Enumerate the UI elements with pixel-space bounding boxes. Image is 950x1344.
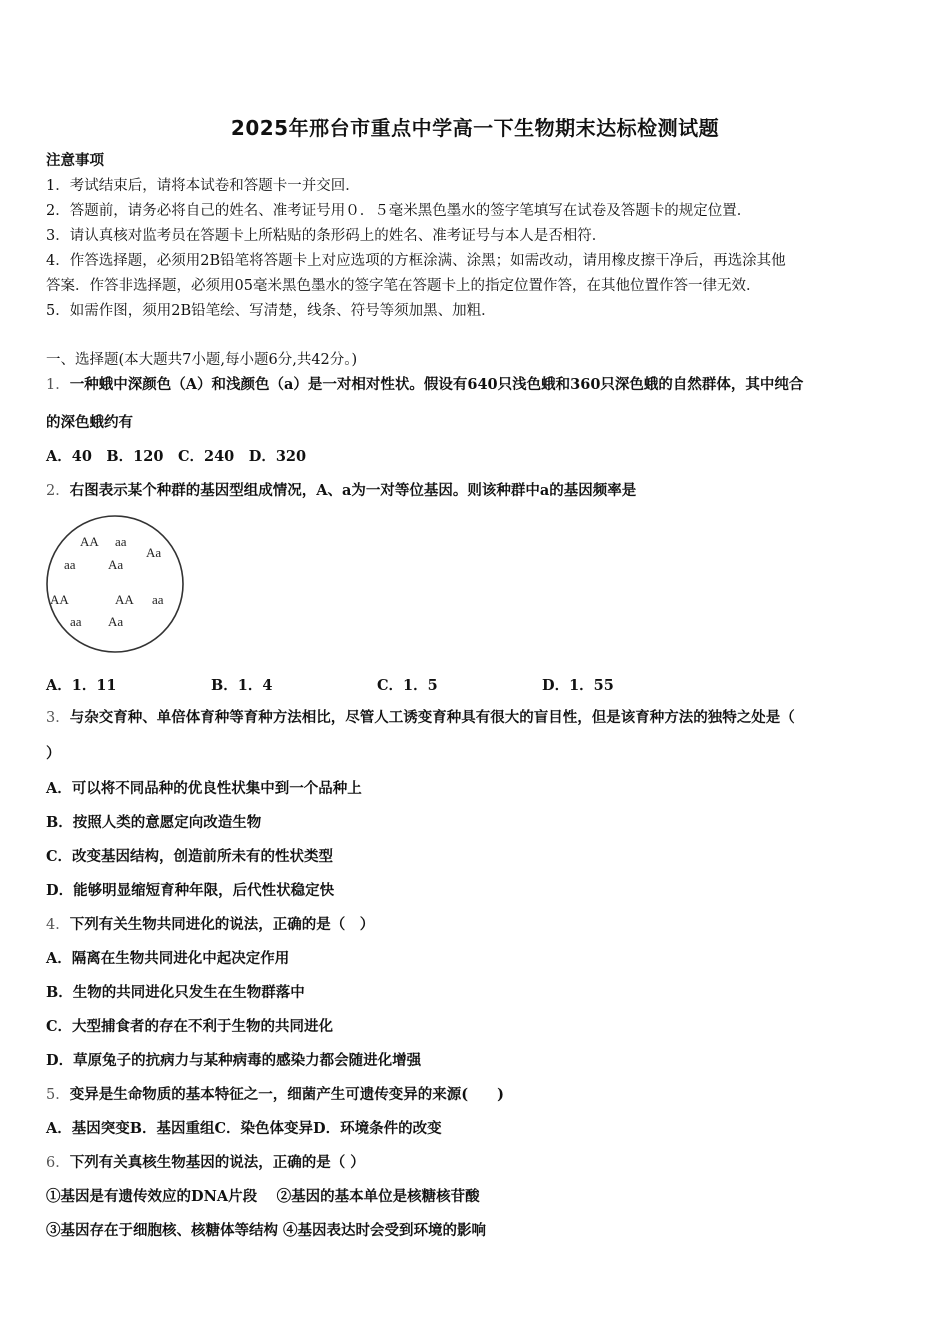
question-6-statements-1: ①基因是有遗传效应的DNA片段 ②基因的基本单位是核糖核苷酸	[46, 1188, 480, 1205]
page-title: 2025年邢台市重点中学高一下生物期末达标检测试题	[230, 116, 720, 140]
question-1-number: 1．	[46, 377, 70, 393]
question-6-statements-2: ③基因存在于细胞核、核糖体等结构 ④基因表达时会受到环境的影响	[46, 1222, 487, 1239]
notes-item-5: 5．如需作图，须用2B铅笔绘、写清楚，线条、符号等须加黑、加粗．	[46, 303, 496, 319]
question-2-number: 2．	[46, 483, 70, 499]
question-2	[46, 481, 910, 501]
genotype-label: aa	[64, 557, 76, 572]
question-1-text: 一种蛾中深颜色（A）和浅颜色（a）是一对相对性状。假设有640只浅色蛾和360只深色蛾的自然群体，其中纯合	[69, 376, 804, 393]
section-heading: 一、选择题(本大题共7小题,每小题6分,共42分。)	[46, 352, 358, 368]
question-2-option-d: D．1．55	[542, 677, 614, 694]
question-5-options: A．基因突变B．基因重组C．染色体变异D．环境条件的改变	[46, 1120, 442, 1137]
question-2-option-b: B．1．4	[211, 677, 273, 694]
genotype-label: aa	[70, 614, 82, 629]
question-3-text-cont: ）	[46, 745, 61, 762]
notes-item-4-cont: 答案．作答非选择题，必须用05毫米黑色墨水的签字笔在答题卡上的指定位置作答，在其他位置作答一律无效．	[46, 278, 761, 294]
question-2-option-a: A．1．11	[46, 677, 117, 694]
question-5	[46, 1085, 910, 1105]
question-5-number: 5．	[46, 1087, 70, 1103]
genotype-label: Aa	[146, 545, 162, 560]
question-4-option-c: C．大型捕食者的存在不利于生物的共同进化	[46, 1018, 334, 1035]
question-3-option-a: A．可以将不同品种的优良性状集中到一个品种上	[46, 780, 362, 797]
genotype-population-figure	[44, 512, 186, 656]
genotype-label: AA	[80, 534, 99, 549]
question-4-option-d: D．草原兔子的抗病力与某种病毒的感染力都会随进化增强	[46, 1052, 422, 1069]
question-6-number: 6．	[46, 1155, 70, 1171]
question-1-options: A．40 B．120 C．240 D．320	[46, 448, 307, 465]
genotype-label: AA	[50, 592, 69, 607]
notes-item-2: 2．答题前，请务必将自己的姓名、准考证号用０．５毫米黑色墨水的签字笔填写在试卷及答题卡的规定位置．	[46, 203, 752, 219]
genotype-circle-diagram	[44, 512, 186, 656]
notes-item-3: 3．请认真核对监考员在答题卡上所粘贴的条形码上的姓名、准考证号与本人是否相符．	[46, 228, 607, 244]
genotype-label: Aa	[108, 614, 124, 629]
question-3-text: 与杂交育种、单倍体育种等育种方法相比，尽管人工诱变育种具有很大的盲目性，但是该育种方法的独特之处是（	[69, 709, 795, 726]
genotype-label: aa	[152, 592, 164, 607]
notes-item-4: 4．作答选择题，必须用2B铅笔将答题卡上对应选项的方框涂满、涂黑；如需改动，请用橡皮擦干净后，再选涂其他	[46, 253, 786, 269]
question-4-number: 4．	[46, 917, 70, 933]
question-3-number: 3．	[46, 710, 70, 726]
genotype-label: aa	[115, 534, 127, 549]
question-4-option-b: B．生物的共同进化只发生在生物群落中	[46, 984, 305, 1001]
question-6-text: 下列有关真核生物基因的说法，正确的是（ ）	[69, 1154, 365, 1171]
genotype-label: Aa	[108, 557, 124, 572]
notes-item-1: 1．考试结束后，请将本试卷和答题卡一并交回．	[46, 178, 360, 194]
question-2-text: 右图表示某个种群的基因型组成情况，A、a为一对等位基因。则该种群中a的基因频率是	[69, 482, 637, 499]
question-2-option-c: C．1．5	[377, 677, 438, 694]
question-5-text: 变异是生命物质的基本特征之一，细菌产生可遗传变异的来源( )	[69, 1086, 504, 1103]
question-4-text: 下列有关生物共同进化的说法，正确的是（ ）	[69, 916, 375, 933]
question-3-option-b: B．按照人类的意愿定向改造生物	[46, 814, 262, 831]
question-3	[46, 708, 910, 728]
question-4	[46, 915, 910, 935]
question-3-option-d: D．能够明显缩短育种年限，后代性状稳定快	[46, 882, 335, 899]
genotype-label: AA	[115, 592, 134, 607]
question-4-option-a: A．隔离在生物共同进化中起决定作用	[46, 950, 290, 967]
notes-heading: 注意事项	[46, 152, 104, 169]
question-1	[46, 375, 910, 395]
question-6	[46, 1153, 910, 1173]
question-1-text-cont: 的深色蛾约有	[46, 414, 133, 431]
question-3-option-c: C．改变基因结构，创造前所未有的性状类型	[46, 848, 334, 865]
